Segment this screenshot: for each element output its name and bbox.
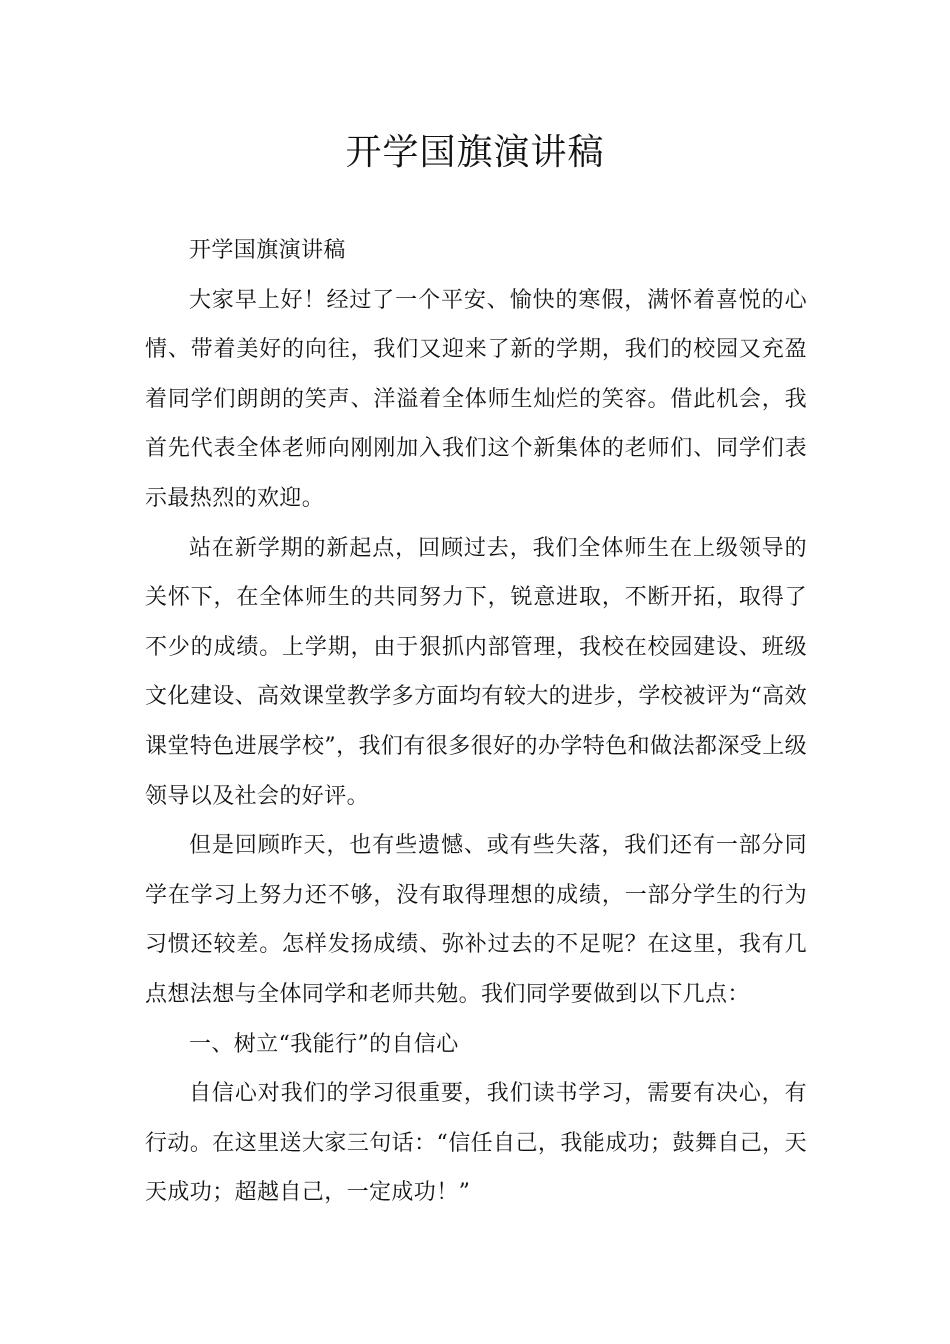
paragraph-shortcomings: 但是回顾昨天，也有些遗憾、或有些失落，我们还有一部分同学在学习上努力还不够，没有取得理想的成绩，一部分学生的行为习惯还较差。怎样发扬成绩、弥补过去的不足呢？在这里，我有几点想法想与全体同学和老师共勉。我们同学要做到以下几点：: [145, 833, 807, 1007]
document-title: 开学国旗演讲稿: [345, 132, 605, 173]
paragraph-greeting: 大家早上好！经过了一个平安、愉快的寒假，满怀着喜悦的心情、带着美好的向往，我们又迎来了新的学期，我们的校园又充盈着同学们朗朗的笑声、洋溢着全体师生灿烂的笑容。借此机会，我首先代表全体老师向刚刚加入我们这个新集体的老师们、同学们表示最热烈的欢迎。: [145, 287, 807, 511]
paragraph-confidence: 自信心对我们的学习很重要，我们读书学习，需要有决心，有行动。在这里送大家三句话：“信任自己，我能成功；鼓舞自己，天天成功；超越自己，一定成功！”: [145, 1081, 807, 1206]
document-body: [145, 226, 807, 1218]
paragraph-achievements: 站在新学期的新起点，回顾过去，我们全体师生在上级领导的关怀下，在全体师生的共同努力下，锐意进取，不断开拓，取得了不少的成绩。上学期，由于狠抓内部管理，我校在校园建设、班级文化建设、高效课堂教学多方面均有较大的进步，学校被评为“高效课堂特色进展学校”，我们有很多很好的办学特色和做法都深受上级领导以及社会的好评。: [145, 535, 807, 809]
paragraph-point-heading: 一、树立“我能行”的自信心: [189, 1031, 459, 1057]
paragraph-subtitle: 开学国旗演讲稿: [189, 238, 346, 263]
